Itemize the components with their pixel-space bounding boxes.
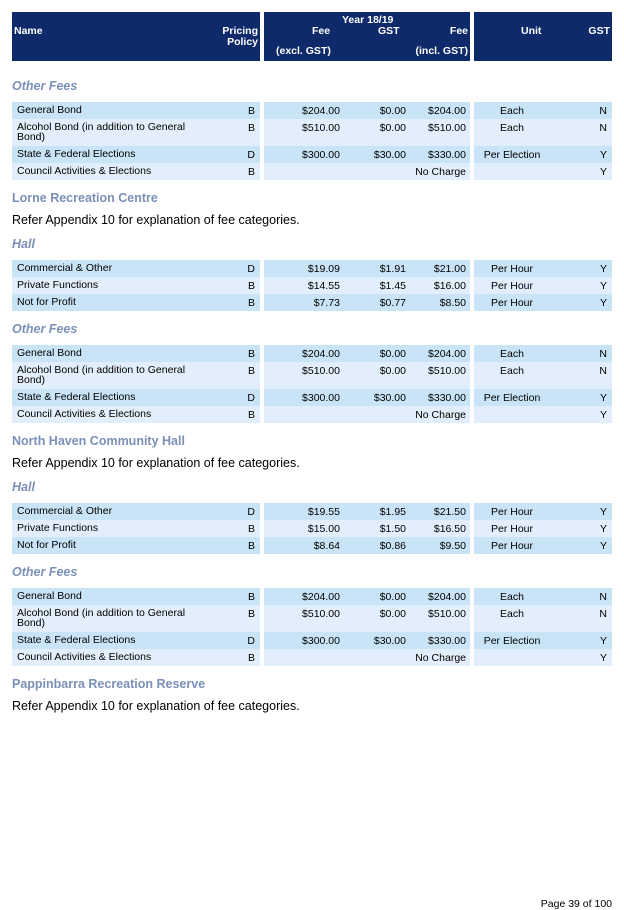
row-fee-excl: $300.00 xyxy=(302,149,340,161)
row-policy: D xyxy=(247,635,255,647)
table-row xyxy=(12,260,612,277)
row-name: General Bond xyxy=(17,104,82,116)
row-fee-incl: $21.50 xyxy=(433,506,466,518)
header-gst-flag: GST xyxy=(588,25,610,37)
table-row xyxy=(12,588,612,605)
row-fee-incl: $510.00 xyxy=(428,122,466,134)
row-policy: D xyxy=(247,149,255,161)
row-unit: Per Hour xyxy=(490,297,533,309)
row-unit: Each xyxy=(500,608,524,620)
section-title: Hall xyxy=(12,480,35,494)
row-name: State & Federal Elections xyxy=(17,148,136,160)
row-gst-flag: N xyxy=(599,122,607,134)
row-fee-incl: $21.00 xyxy=(433,263,466,275)
table-row xyxy=(12,503,612,520)
row-policy: B xyxy=(247,540,255,552)
row-fee-incl: $204.00 xyxy=(428,348,466,360)
row-name: Alcohol Bond (in addition to General Bond) xyxy=(17,364,186,386)
row-name: Not for Profit xyxy=(17,539,76,551)
row-name: Private Functions xyxy=(17,279,99,291)
header-name-column xyxy=(12,12,260,61)
row-gst-flag: Y xyxy=(599,392,607,404)
row-gst-flag: Y xyxy=(599,409,607,421)
row-fee-excl: $300.00 xyxy=(302,392,340,404)
row-name: State & Federal Elections xyxy=(17,391,136,403)
row-gst-flag: N xyxy=(599,365,607,377)
row-policy: B xyxy=(247,365,255,377)
table-row xyxy=(12,345,612,362)
row-fee-incl: No Charge xyxy=(415,409,466,421)
row-policy: B xyxy=(247,523,255,535)
row-gst-flag: N xyxy=(599,591,607,603)
section-title: Hall xyxy=(12,237,35,251)
venue-title: Lorne Recreation Centre xyxy=(12,191,158,205)
venue-title: Pappinbarra Recreation Reserve xyxy=(12,677,206,691)
refer-note: Refer Appendix 10 for explanation of fee categories. xyxy=(12,699,300,713)
row-gst-flag: N xyxy=(599,105,607,117)
row-policy: B xyxy=(247,591,255,603)
row-unit: Per Election xyxy=(483,635,541,647)
row-fee-incl: No Charge xyxy=(415,652,466,664)
refer-note: Refer Appendix 10 for explanation of fee categories. xyxy=(12,456,300,470)
row-policy: B xyxy=(247,297,255,309)
row-policy: D xyxy=(247,392,255,404)
row-policy: B xyxy=(247,652,255,664)
row-fee-incl: No Charge xyxy=(415,166,466,178)
row-fee-excl: $7.73 xyxy=(313,297,340,309)
row-gst-flag: Y xyxy=(599,297,607,309)
page-number: Page 39 of 100 xyxy=(540,898,612,910)
row-gst-flag: Y xyxy=(599,280,607,292)
row-fee-excl: $15.00 xyxy=(307,523,340,535)
row-name: State & Federal Elections xyxy=(17,634,136,646)
row-unit: Per Hour xyxy=(490,280,533,292)
row-gst: $0.00 xyxy=(379,365,406,377)
row-fee-excl: $300.00 xyxy=(302,635,340,647)
row-fee-incl: $330.00 xyxy=(428,149,466,161)
row-fee-excl: $204.00 xyxy=(302,348,340,360)
row-name: Commercial & Other xyxy=(17,505,113,517)
row-policy: B xyxy=(247,105,255,117)
row-fee-excl: $14.55 xyxy=(307,280,340,292)
table-row xyxy=(12,146,612,163)
row-fee-excl: $510.00 xyxy=(302,608,340,620)
row-gst: $0.00 xyxy=(379,591,406,603)
row-gst-flag: N xyxy=(599,348,607,360)
refer-note: Refer Appendix 10 for explanation of fee categories. xyxy=(12,213,300,227)
row-fee-incl: $16.50 xyxy=(433,523,466,535)
row-gst: $30.00 xyxy=(373,149,406,161)
row-gst: $0.77 xyxy=(379,297,406,309)
venue-title: North Haven Community Hall xyxy=(12,434,185,448)
row-fee-excl: $8.64 xyxy=(313,540,340,552)
row-gst: $1.50 xyxy=(379,523,406,535)
row-gst-flag: N xyxy=(599,608,607,620)
table-row xyxy=(12,362,612,389)
row-gst-flag: Y xyxy=(599,635,607,647)
row-unit: Per Hour xyxy=(490,263,533,275)
row-fee-incl: $330.00 xyxy=(428,635,466,647)
row-fee-excl: $19.09 xyxy=(307,263,340,275)
section-title: Other Fees xyxy=(12,565,78,579)
table-row xyxy=(12,294,612,311)
row-name: Council Activities & Elections xyxy=(17,165,152,177)
row-unit: Per Election xyxy=(483,149,541,161)
table-row xyxy=(12,537,612,554)
header-unit: Unit xyxy=(521,25,542,37)
section-title: Other Fees xyxy=(12,79,78,93)
row-gst: $0.00 xyxy=(379,348,406,360)
header-pricing-policy-1: Pricing xyxy=(222,25,258,37)
row-policy: B xyxy=(247,122,255,134)
table-row xyxy=(12,520,612,537)
row-unit: Per Election xyxy=(483,392,541,404)
row-unit: Each xyxy=(500,348,524,360)
row-unit: Per Hour xyxy=(490,540,533,552)
row-fee-excl: $510.00 xyxy=(302,365,340,377)
table-row xyxy=(12,277,612,294)
section-title: Other Fees xyxy=(12,322,78,336)
row-gst-flag: Y xyxy=(599,166,607,178)
header-pricing-policy-2: Policy xyxy=(227,36,258,48)
header-excl-gst: (excl. GST) xyxy=(276,45,331,57)
row-gst-flag: Y xyxy=(599,652,607,664)
table-row xyxy=(12,406,612,423)
row-fee-incl: $510.00 xyxy=(428,365,466,377)
header-fee-column xyxy=(264,12,470,61)
row-gst: $30.00 xyxy=(373,635,406,647)
row-unit: Per Hour xyxy=(490,523,533,535)
row-gst-flag: Y xyxy=(599,540,607,552)
table-row xyxy=(12,389,612,406)
row-fee-excl: $204.00 xyxy=(302,591,340,603)
header-year: Year 18/19 xyxy=(342,14,394,26)
header-fee-incl: Fee xyxy=(449,25,468,37)
row-name: Not for Profit xyxy=(17,296,76,308)
row-policy: D xyxy=(247,263,255,275)
row-name: Alcohol Bond (in addition to General Bond) xyxy=(17,607,186,629)
row-policy: B xyxy=(247,409,255,421)
header-incl-gst: (incl. GST) xyxy=(415,45,468,57)
row-name: Alcohol Bond (in addition to General Bond) xyxy=(17,121,186,143)
row-unit: Each xyxy=(500,105,524,117)
table-row xyxy=(12,605,612,632)
row-name: Council Activities & Elections xyxy=(17,651,152,663)
row-fee-incl: $9.50 xyxy=(439,540,466,552)
row-policy: B xyxy=(247,166,255,178)
table-row xyxy=(12,632,612,649)
row-gst: $0.00 xyxy=(379,122,406,134)
row-fee-excl: $19.55 xyxy=(307,506,340,518)
header-gst: GST xyxy=(378,25,400,37)
row-fee-incl: $510.00 xyxy=(428,608,466,620)
header-name: Name xyxy=(14,25,43,37)
row-name: General Bond xyxy=(17,347,82,359)
table-row xyxy=(12,119,612,146)
row-fee-incl: $204.00 xyxy=(428,591,466,603)
row-gst: $1.91 xyxy=(379,263,406,275)
row-gst-flag: Y xyxy=(599,149,607,161)
header-unit-column xyxy=(474,12,612,61)
row-gst: $0.00 xyxy=(379,608,406,620)
row-gst: $1.95 xyxy=(379,506,406,518)
row-unit: Per Hour xyxy=(490,506,533,518)
row-policy: B xyxy=(247,280,255,292)
row-fee-incl: $330.00 xyxy=(428,392,466,404)
table-row xyxy=(12,102,612,119)
header-fee-excl: Fee xyxy=(312,25,331,37)
row-unit: Each xyxy=(500,591,524,603)
row-name: Private Functions xyxy=(17,522,99,534)
row-policy: B xyxy=(247,348,255,360)
row-fee-excl: $204.00 xyxy=(302,105,340,117)
row-gst-flag: Y xyxy=(599,523,607,535)
row-gst-flag: Y xyxy=(599,263,607,275)
table-row xyxy=(12,163,612,180)
row-fee-excl: $510.00 xyxy=(302,122,340,134)
row-gst: $0.00 xyxy=(379,105,406,117)
row-policy: B xyxy=(247,608,255,620)
row-fee-incl: $8.50 xyxy=(439,297,466,309)
row-gst-flag: Y xyxy=(599,506,607,518)
row-name: Council Activities & Elections xyxy=(17,408,152,420)
row-gst: $1.45 xyxy=(379,280,406,292)
row-unit: Each xyxy=(500,122,524,134)
row-name: Commercial & Other xyxy=(17,262,113,274)
row-gst: $30.00 xyxy=(373,392,406,404)
row-unit: Each xyxy=(500,365,524,377)
row-policy: D xyxy=(247,506,255,518)
table-row xyxy=(12,649,612,666)
row-gst: $0.86 xyxy=(379,540,406,552)
row-fee-incl: $16.00 xyxy=(433,280,466,292)
row-fee-incl: $204.00 xyxy=(428,105,466,117)
row-name: General Bond xyxy=(17,590,82,602)
